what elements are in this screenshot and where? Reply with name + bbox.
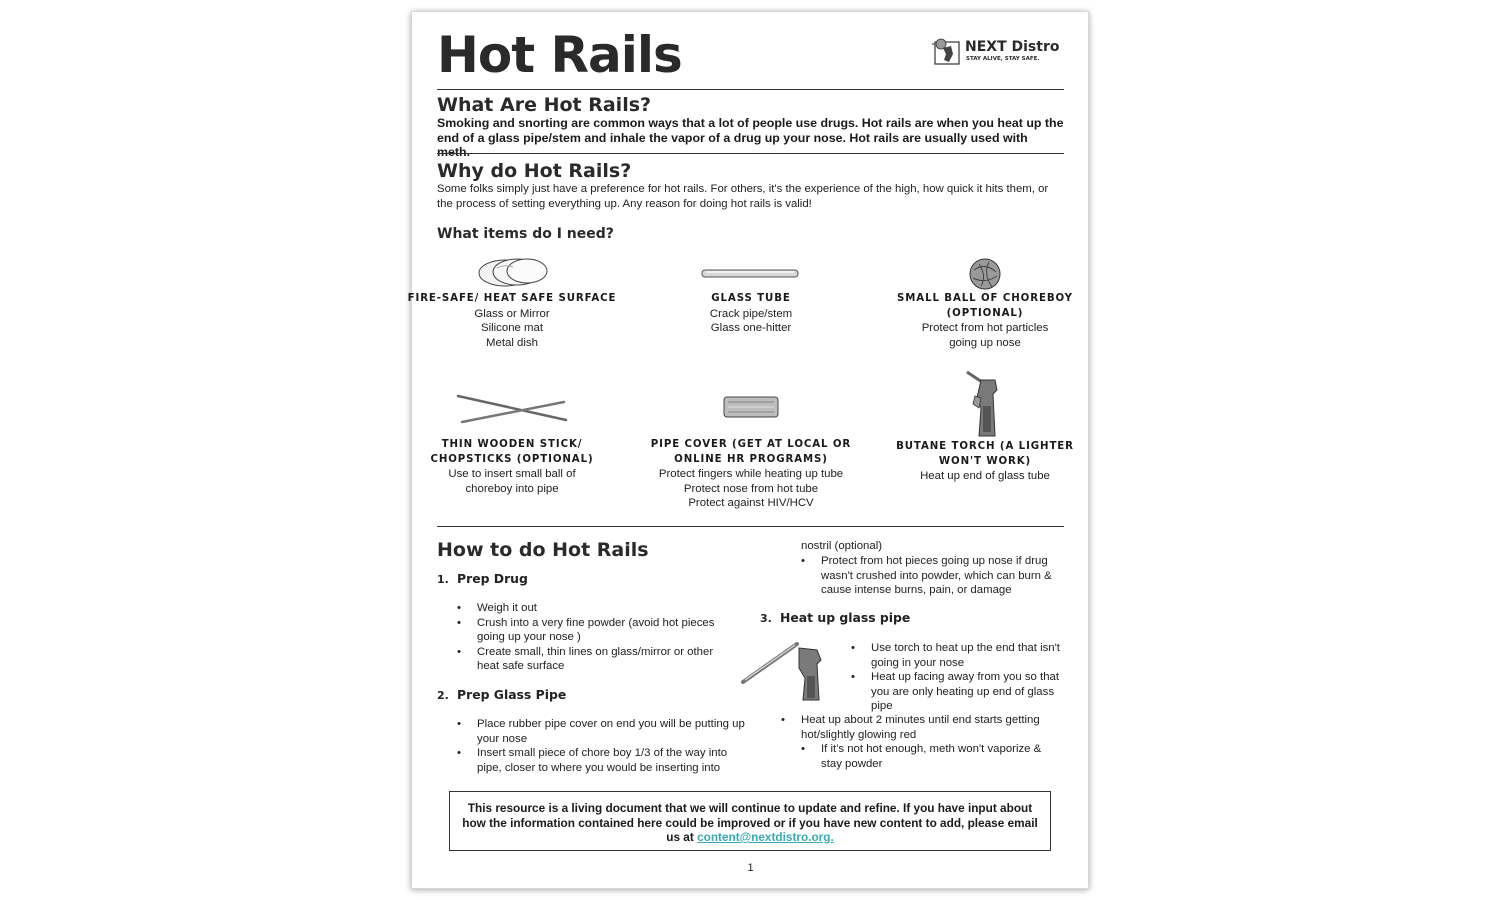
step-label: Prep Drug xyxy=(457,571,528,586)
choreboy-ball-icon xyxy=(965,254,1005,292)
item-line: Metal dish xyxy=(486,336,538,349)
item-title: PIPE COVER (GET AT LOCAL OR ONLINE HR PROGRAMS) xyxy=(650,439,852,465)
step-3-heading xyxy=(760,610,910,625)
document-page xyxy=(407,11,1089,889)
item-chopsticks xyxy=(407,380,617,496)
glass-tube-icon xyxy=(696,254,806,292)
next-distro-logo-icon xyxy=(929,36,967,66)
item-title: GLASS TUBE xyxy=(711,293,791,304)
logo-name: NEXT Distro xyxy=(965,39,1060,55)
item-line: Use to insert small ball of xyxy=(448,468,576,480)
item-line: Protect nose from hot tube xyxy=(683,482,819,495)
item-pipe-cover xyxy=(646,380,856,511)
page-number: 1 xyxy=(747,862,754,874)
list-item: • Heat up facing away from you so that you are only heating up end of glass pipe xyxy=(851,670,1064,714)
item-line: Protect fingers while heating up tube xyxy=(658,468,844,480)
divider xyxy=(437,89,1064,90)
step-2-list xyxy=(457,717,747,775)
item-title: FIRE-SAFE/ HEAT SAFE SURFACE xyxy=(407,293,617,304)
list-item: • If it's not hot enough, meth won't vaporize & stay powder xyxy=(801,742,1064,771)
logo-tagline: STAY ALIVE, STAY SAFE. xyxy=(966,56,1040,62)
divider xyxy=(437,153,1064,154)
item-line: choreboy into pipe xyxy=(465,482,559,495)
feedback-note-text: This resource is a living document that we will continue to update and refine. If you have input about how the information contained here could be improved or if you have new content to add, please email us at xyxy=(462,801,1038,844)
chopsticks-icon xyxy=(452,380,572,438)
torch-heating-pipe-icon xyxy=(741,636,841,704)
list-item: • Insert small piece of chore boy 1/3 of the way into pipe, closer to where you would be inserting into xyxy=(457,746,747,775)
item-line: Heat up end of glass tube xyxy=(920,470,1050,482)
list-item: • Crush into a very fine powder (avoid hot pieces going up your nose ) xyxy=(457,616,737,645)
step-number: 1. xyxy=(437,573,449,586)
item-line: Silicone mat xyxy=(480,322,544,334)
pipe-cover-icon xyxy=(716,380,786,438)
step-1-list xyxy=(457,601,737,674)
item-line: Crack pipe/stem xyxy=(709,307,793,320)
item-title: SMALL BALL OF CHOREBOY (OPTIONAL) xyxy=(897,293,1073,319)
howto-heading: How to do Hot Rails xyxy=(437,539,649,561)
step-3-inner-list xyxy=(801,742,1064,771)
step-2-continued-list xyxy=(801,554,1064,598)
list-item: • Weigh it out xyxy=(457,601,737,616)
list-item: • Heat up about 2 minutes until end starts getting hot/slightly glowing red xyxy=(781,713,1064,742)
item-glass-tube xyxy=(646,254,856,336)
what-are-heading: What Are Hot Rails? xyxy=(437,94,652,116)
glass-discs-icon xyxy=(467,254,557,292)
butane-torch-icon xyxy=(955,368,1015,440)
why-body: Some folks simply just have a preference for hot rails. For others, it's the experience of the high, how quick it hits them, or the process of setting everything up. Any reason for doing hot rails is valid! xyxy=(437,183,1049,210)
step-label: Heat up glass pipe xyxy=(780,610,911,625)
item-choreboy xyxy=(880,254,1090,350)
list-item: • Place rubber pipe cover on end you will be putting up your nose xyxy=(457,717,747,746)
contact-email-link[interactable]: content@nextdistro.org. xyxy=(697,830,834,844)
step-1-heading xyxy=(437,571,528,586)
step-2-continued: nostril (optional) xyxy=(801,540,883,552)
item-title: THIN WOODEN STICK/ CHOPSTICKS (OPTIONAL) xyxy=(430,439,594,465)
page-title: Hot Rails xyxy=(437,26,682,84)
what-are-body: Smoking and snorting are common ways that a lot of people use drugs. Hot rails are when you heat up the end of a glass pipe/stem and inhale the vapor of a drug up your nose. Hot rails are usually used with meth. xyxy=(437,116,1064,159)
item-line: Glass one-hitter xyxy=(710,322,792,334)
step-3-outer-list xyxy=(781,713,1064,742)
item-butane-torch xyxy=(880,368,1090,484)
step-label: Prep Glass Pipe xyxy=(457,687,567,702)
feedback-note xyxy=(449,791,1051,851)
item-line: Glass or Mirror xyxy=(474,307,550,320)
item-line: Protect from hot particles xyxy=(921,322,1049,334)
item-line: going up nose xyxy=(949,336,1021,349)
list-item: • Create small, thin lines on glass/mirror or other heat safe surface xyxy=(457,645,737,674)
why-heading: Why do Hot Rails? xyxy=(437,160,632,182)
item-heat-safe-surface xyxy=(407,254,617,350)
item-title: BUTANE TORCH (A LIGHTER WON'T WORK) xyxy=(896,441,1074,467)
next-distro-logo xyxy=(929,36,1064,66)
items-heading: What items do I need? xyxy=(437,226,614,242)
list-item: • Protect from hot pieces going up nose if drug wasn't crushed into powder, which can burn & cause intense burns, pain, or damage xyxy=(801,554,1064,598)
step-3-list xyxy=(851,641,1064,714)
step-2-heading xyxy=(437,687,566,702)
item-line: Protect against HIV/HCV xyxy=(688,497,814,509)
step-number: 3. xyxy=(760,612,772,625)
step-number: 2. xyxy=(437,689,449,702)
divider xyxy=(437,526,1064,527)
list-item: • Use torch to heat up the end that isn't going in your nose xyxy=(851,641,1064,670)
